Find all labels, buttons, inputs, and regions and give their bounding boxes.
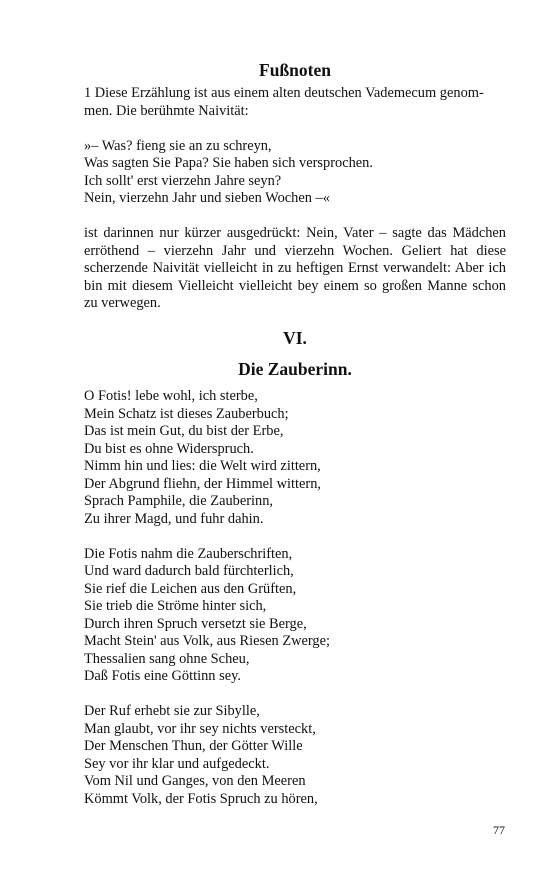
poem-line: Man glaubt, vor ihr sey nichts versteckt, — [84, 720, 316, 737]
footnote-intro — [84, 85, 506, 120]
poem-line: Du bist es ohne Widerspruch. — [84, 440, 254, 457]
poem-line: Thessalien sang ohne Scheu, — [84, 650, 250, 667]
quote-line: Nein, vierzehn Jahr und sieben Wochen –« — [84, 190, 330, 206]
footnote-commentary: ist darinnen nur kürzer ausgedrückt: Nein, Vater – sagte das Mädchen erröthend – vierzehn Jahr und vierzehn Wochen. Geliert hat diese scherzende Naivität vielleicht in zu heftigen Ernst verwandelt: Aber ich bin mit diesem Vielleicht vielleicht bey einem so großen Manne schon zu verwegen. — [84, 225, 506, 311]
poem-stanza — [84, 703, 514, 808]
poem-stanza — [84, 546, 514, 686]
poem-line: Der Abgrund fliehn, der Himmel wittern, — [84, 475, 321, 492]
quote-line: »– Was? fieng sie an zu schreyn, — [84, 137, 272, 154]
poem-line: O Fotis! lebe wohl, ich sterbe, — [84, 388, 258, 404]
poem-line: Das ist mein Gut, du bist der Erbe, — [84, 423, 284, 439]
poem-line: Der Menschen Thun, der Götter Wille — [84, 738, 303, 754]
footnote-quote — [84, 138, 506, 208]
footnote-block — [84, 85, 506, 313]
footnote-intro-line: 1 Diese Erzählung ist aus einem alten deutschen Vademecum genom- — [84, 85, 484, 101]
poem-line: Kömmt Volk, der Fotis Spruch zu hören, — [84, 790, 318, 807]
poem-line: Vom Nil und Ganges, von den Meeren — [84, 773, 306, 789]
quote-line: Ich sollt' erst vierzehn Jahre seyn? — [84, 172, 282, 189]
poem-line: Die Fotis nahm die Zauberschriften, — [84, 545, 293, 562]
poem-line: Und ward dadurch bald fürchterlich, — [84, 563, 294, 579]
footnote-intro-line: men. Die berühmte Naivität: — [84, 102, 249, 119]
poem-line: Daß Fotis eine Göttinn sey. — [84, 668, 241, 684]
poem-line: Mein Schatz ist dieses Zauberbuch; — [84, 405, 289, 422]
poem-line: Zu ihrer Magd, und fuhr dahin. — [84, 510, 264, 527]
poem-line: Macht Stein' aus Volk, aus Riesen Zwerge; — [84, 633, 331, 649]
footnotes-heading: Fußnoten — [259, 60, 331, 80]
section-number: VI. — [283, 328, 307, 348]
poem-line: Sprach Pamphile, die Zauberinn, — [84, 493, 274, 509]
poem-line: Sie rief die Leichen aus den Grüften, — [84, 580, 297, 597]
poem-line: Sey vor ihr klar und aufgedeckt. — [84, 755, 270, 772]
quote-line: Was sagten Sie Papa? Sie haben sich versprochen. — [84, 155, 373, 171]
poem — [84, 388, 514, 826]
poem-stanza — [84, 388, 514, 528]
page-number: 77 — [493, 823, 505, 837]
poem-line: Der Ruf erhebt sie zur Sibylle, — [84, 703, 260, 719]
poem-line: Sie trieb die Ströme hinter sich, — [84, 598, 267, 614]
poem-line: Nimm hin und lies: die Welt wird zittern, — [84, 458, 321, 474]
poem-line: Durch ihren Spruch versetzt sie Berge, — [84, 615, 307, 632]
poem-title: Die Zauberinn. — [238, 359, 352, 379]
